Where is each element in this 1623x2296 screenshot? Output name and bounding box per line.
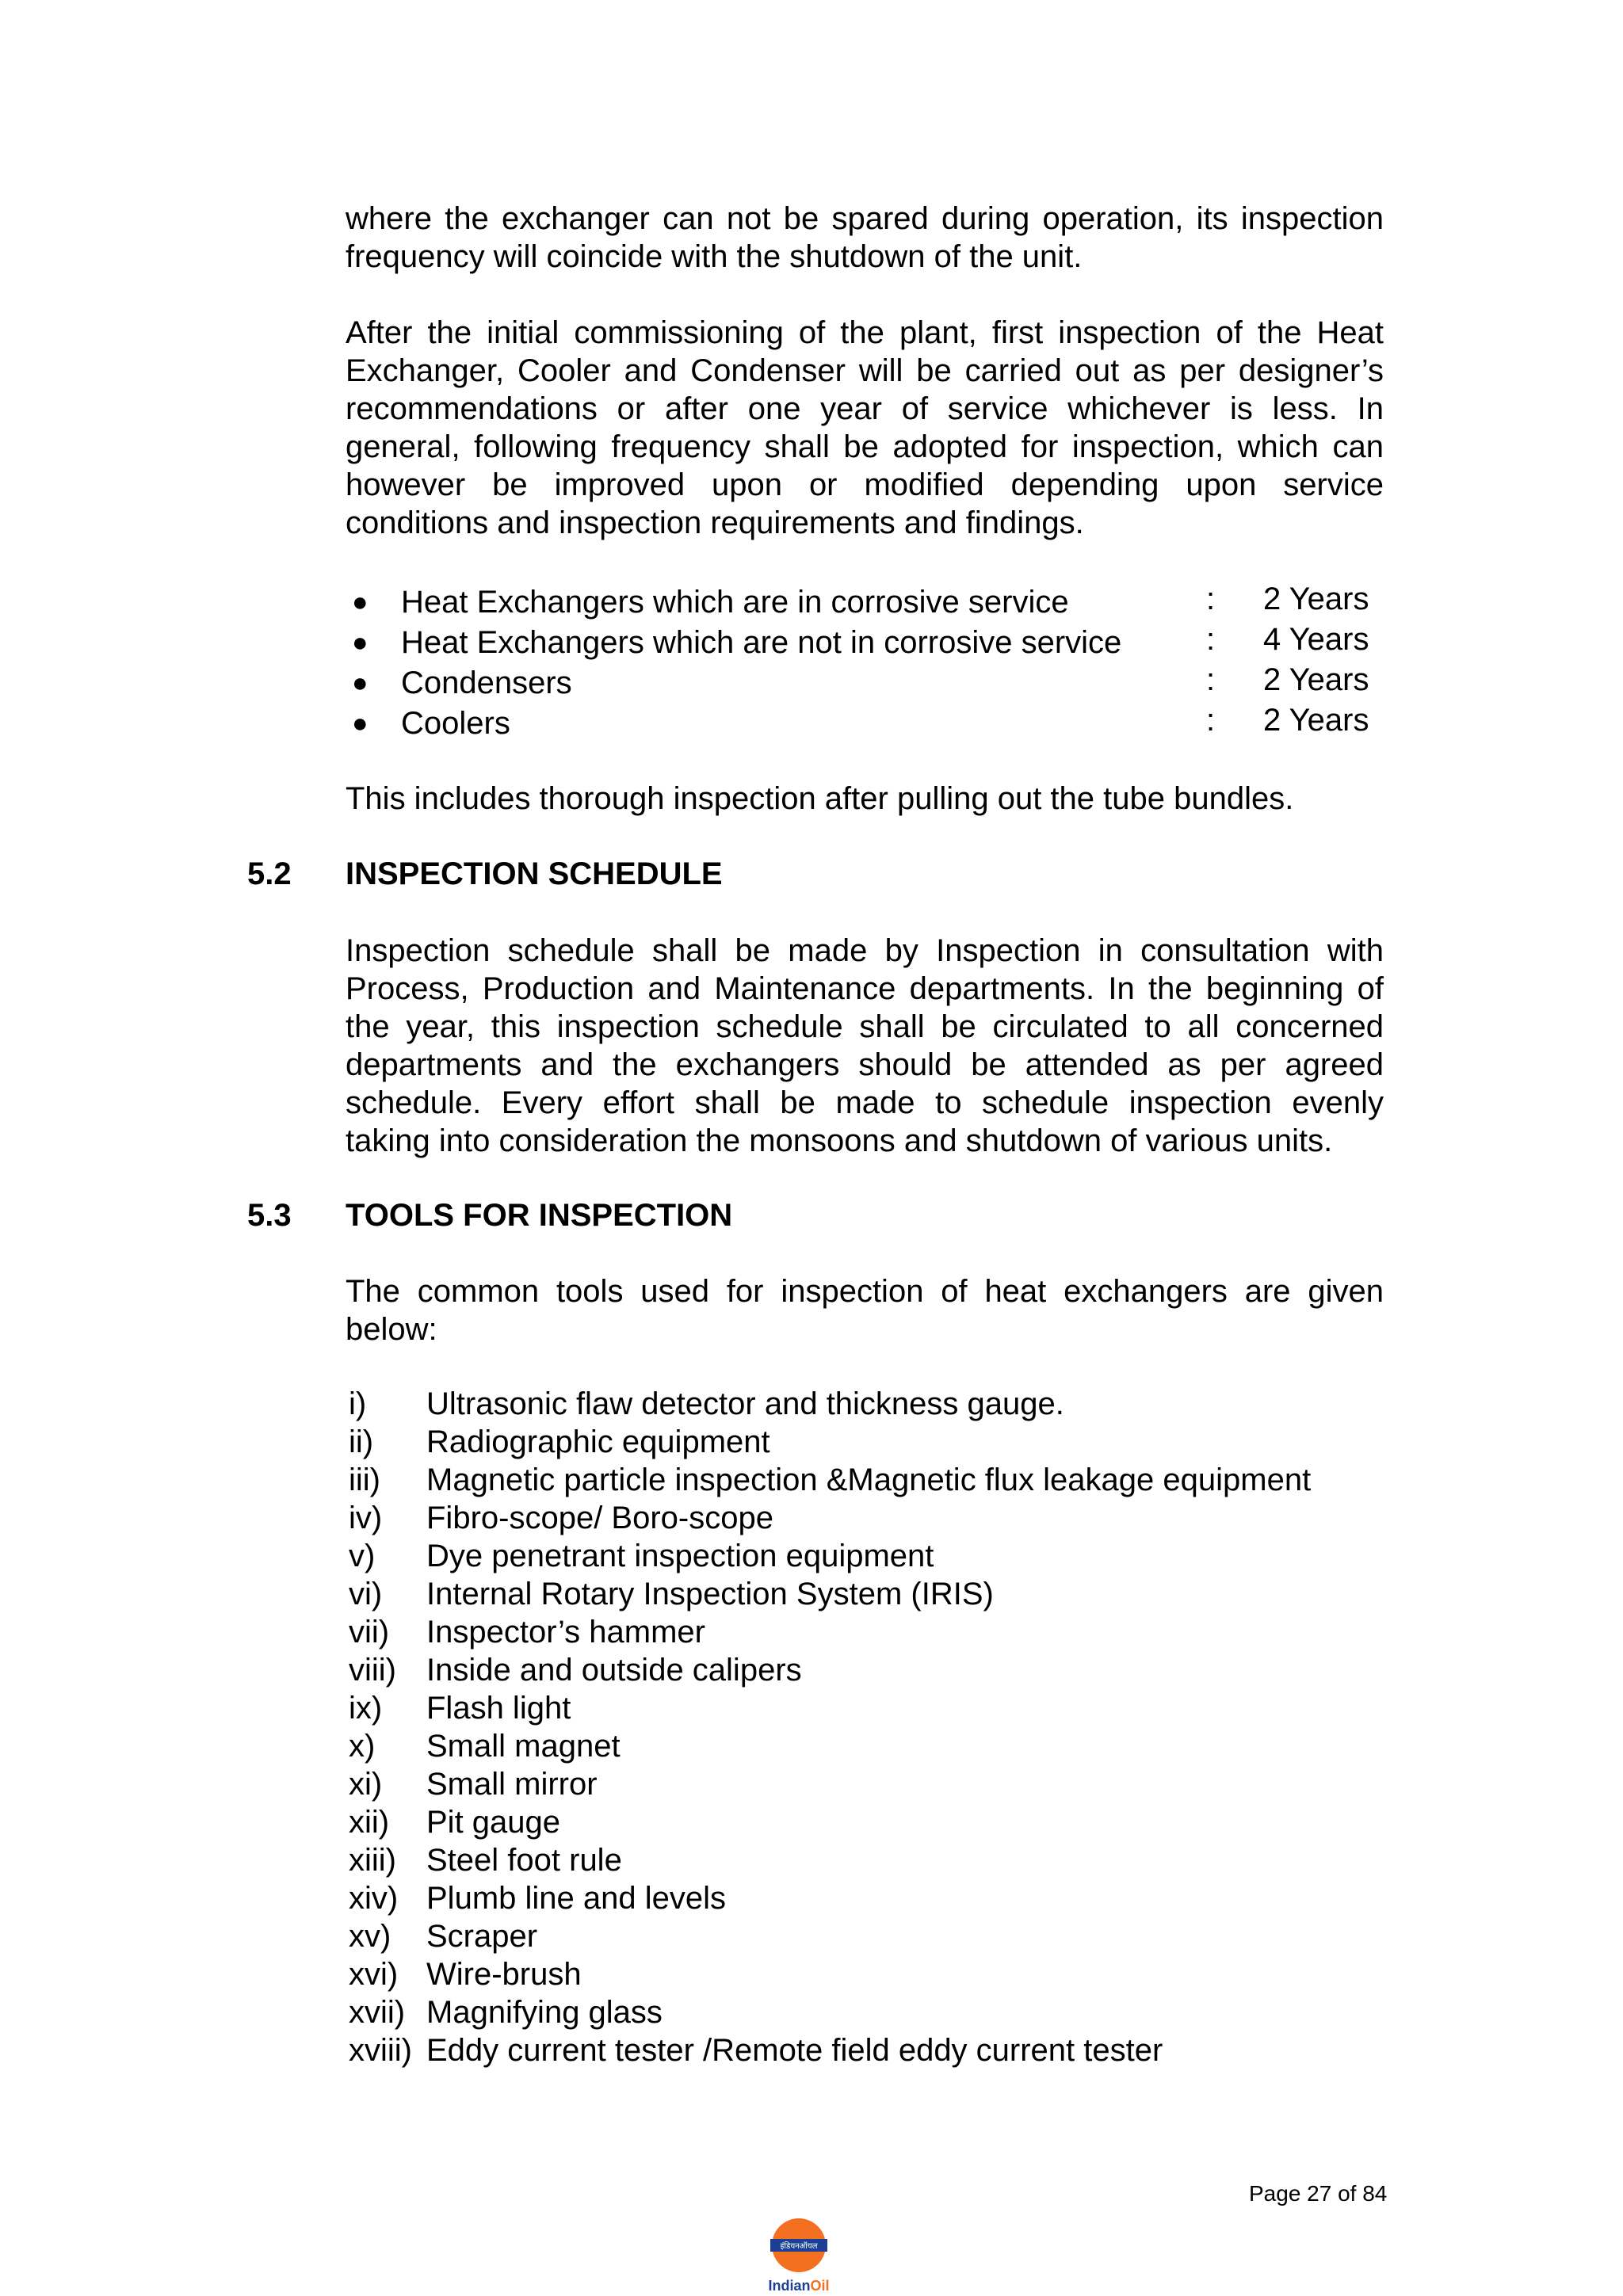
list-item-number: xi) [349,1767,383,1802]
list-item-number: xviii) [349,2033,412,2068]
list-item-label: Steel foot rule [426,1843,622,1878]
list-item-label: Small magnet [426,1729,621,1764]
list-item-number: xiv) [349,1881,399,1916]
list-item [346,623,1384,662]
section-number: 5.2 [247,856,292,891]
list-item-number: viii) [349,1653,396,1688]
list-item-label: Heat Exchangers which are in corrosive service [401,585,1069,620]
bullet-icon: ● [352,587,369,617]
list-item-number: xvi) [349,1957,399,1992]
list-item-number: i) [349,1386,367,1421]
list-item-value: 2 Years [1263,703,1369,738]
list-item-label: Condensers [401,666,572,700]
logo-hindi-text: इंडियनऑयल [780,2242,818,2251]
list-item-label: Scraper [426,1919,538,1954]
list-item-separator: : [1206,662,1216,697]
bundle-note: This includes thorough inspection after pulling out the tube bundles. [346,781,1294,816]
schedule-line: Inspection schedule shall be made by Inspection in consultation with [346,933,1384,968]
list-item [346,582,1384,622]
section-title: TOOLS FOR INSPECTION [346,1198,733,1233]
list-item-label: Eddy current tester /Remote field eddy current tester [426,2033,1163,2068]
list-item-label: Pit gauge [426,1805,561,1840]
frequency-line: Exchanger, Cooler and Condenser will be carried out as per designer’s [346,353,1384,388]
section-number: 5.3 [247,1198,292,1233]
list-item-number: iii) [349,1463,380,1497]
logo-wordmark: IndianOil [768,2278,830,2294]
list-item-value: 2 Years [1263,582,1369,616]
list-item-label: Inspector’s hammer [426,1615,705,1650]
list-item-separator: : [1206,703,1216,738]
list-item [346,704,1384,743]
schedule-line: departments and the exchangers should be attended as per agreed [346,1047,1384,1082]
list-item-value: 4 Years [1263,622,1369,657]
section-title: INSPECTION SCHEDULE [346,856,723,891]
schedule-line: Process, Production and Maintenance departments. In the beginning of [346,971,1384,1006]
list-item-separator: : [1206,582,1216,616]
tools-intro-line: below: [346,1312,437,1347]
list-item-label: Ultrasonic flaw detector and thickness gauge. [426,1386,1064,1421]
intro-line-2: frequency will coincide with the shutdown of the unit. [346,239,1083,274]
list-item-label: Wire-brush [426,1957,582,1992]
list-item-label: Internal Rotary Inspection System (IRIS) [426,1577,994,1611]
list-item-number: xvii) [349,1995,406,2030]
list-item-label: Heat Exchangers which are not in corrosive service [401,625,1122,660]
tools-intro-paragraph [346,1272,1384,1348]
list-item-number: iv) [349,1501,383,1535]
list-item-number: xiii) [349,1843,396,1878]
list-item-label: Flash light [426,1691,571,1726]
page-number: Page 27 of 84 [1249,2181,1388,2206]
list-item-label: Fibro-scope/ Boro-scope [426,1501,773,1535]
list-item-value: 2 Years [1263,662,1369,697]
bullet-icon: ● [352,627,369,658]
list-item-number: vii) [349,1615,390,1650]
list-item-number: ix) [349,1691,383,1726]
frequency-line: After the initial commissioning of the plant, first inspection of the Heat [346,315,1384,350]
list-item-number: v) [349,1539,376,1573]
list-item-label: Coolers [401,706,510,741]
list-item-label: Small mirror [426,1767,598,1802]
indianoil-logo [759,2209,846,2296]
bullet-icon: ● [352,668,369,698]
frequency-paragraph [346,314,1384,542]
frequency-line: general, following frequency shall be adopted for inspection, which can [346,429,1384,464]
list-item-label: Radiographic equipment [426,1425,770,1459]
list-item-number: xv) [349,1919,391,1954]
list-item-separator: : [1206,622,1216,657]
intro-line-1: where the exchanger can not be spared during operation, its inspection [346,201,1384,236]
schedule-line: schedule. Every effort shall be made to schedule inspection evenly [346,1085,1384,1120]
schedule-line: the year, this inspection schedule shall be circulated to all concerned [346,1009,1384,1044]
list-item-number: xii) [349,1805,390,1840]
list-item-number: vi) [349,1577,383,1611]
list-item [346,663,1384,703]
frequency-line: however be improved upon or modified depending upon service [346,467,1384,502]
schedule-paragraph [346,932,1384,1160]
bullet-icon: ● [352,708,369,738]
tools-intro-line: The common tools used for inspection of heat exchangers are given [346,1274,1384,1309]
frequency-line: recommendations or after one year of service whichever is less. In [346,391,1384,426]
list-item-label: Dye penetrant inspection equipment [426,1539,934,1573]
list-item-number: x) [349,1729,376,1764]
list-item-label: Plumb line and levels [426,1881,726,1916]
list-item-number: ii) [349,1425,374,1459]
frequency-line: conditions and inspection requirements and findings. [346,505,1084,540]
list-item-label: Magnifying glass [426,1995,663,2030]
list-item-label: Inside and outside calipers [426,1653,802,1688]
schedule-line: taking into consideration the monsoons and shutdown of various units. [346,1123,1333,1158]
list-item-label: Magnetic particle inspection &Magnetic flux leakage equipment [426,1463,1312,1497]
intro-paragraph [346,200,1384,276]
